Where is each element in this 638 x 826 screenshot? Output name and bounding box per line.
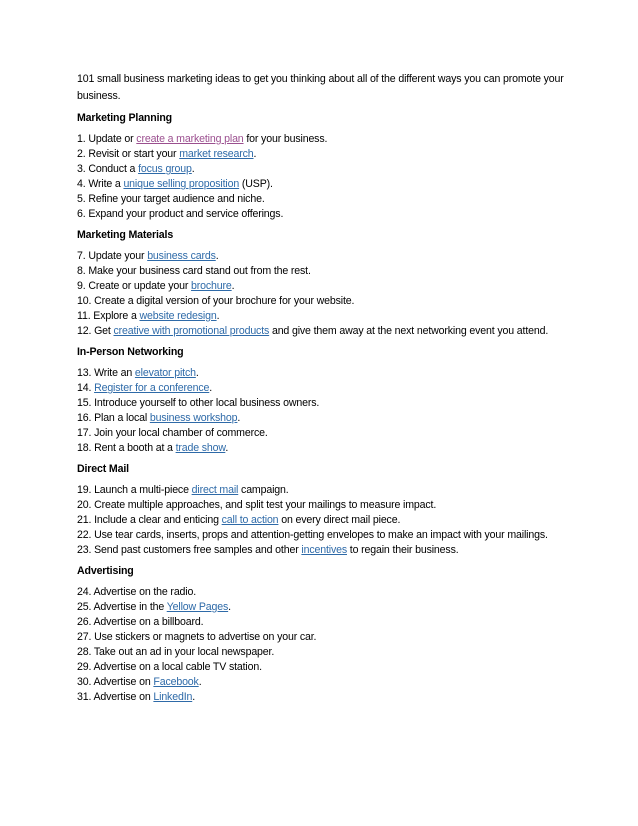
- idea-list: [77, 483, 587, 558]
- item-text: 23. Send past customers free samples and other: [77, 544, 302, 556]
- list-item: [77, 324, 587, 339]
- item-link[interactable]: website redesign: [139, 310, 217, 322]
- item-text-after-link: (USP).: [239, 178, 273, 190]
- item-text: 17. Join your local chamber of commerce.: [77, 427, 268, 439]
- item-link[interactable]: direct mail: [191, 484, 239, 496]
- item-link[interactable]: creative with promotional products: [113, 325, 270, 337]
- item-text: 25. Advertise in the: [77, 601, 167, 613]
- item-text: 11. Explore a: [77, 310, 140, 322]
- item-text-after-link: .: [253, 148, 257, 160]
- item-link[interactable]: Yellow Pages: [166, 601, 229, 613]
- item-text: 4. Write a: [77, 178, 124, 190]
- item-link[interactable]: brochure: [191, 280, 232, 292]
- item-link[interactable]: market research: [179, 148, 254, 160]
- item-text: 31. Advertise on: [77, 691, 154, 703]
- item-link[interactable]: Register for a conference: [94, 382, 210, 394]
- item-text: 13. Write an: [77, 367, 135, 379]
- list-item: [77, 483, 587, 498]
- item-text-after-link: .: [192, 691, 196, 703]
- item-text-after-link: to regain their business.: [346, 544, 459, 556]
- list-item: [77, 543, 587, 558]
- document-body: [77, 71, 587, 711]
- item-text-after-link: .: [216, 310, 220, 322]
- item-text: 16. Plan a local: [77, 412, 150, 424]
- item-text: 27. Use stickers or magnets to advertise on your car.: [77, 631, 317, 643]
- list-item: [77, 264, 587, 279]
- item-link[interactable]: elevator pitch: [134, 367, 196, 379]
- item-link[interactable]: LinkedIn: [153, 691, 193, 703]
- item-text-after-link: .: [198, 676, 202, 688]
- idea-list: [77, 366, 587, 456]
- item-link[interactable]: Facebook: [153, 676, 199, 688]
- list-item: [77, 675, 587, 690]
- list-item: [77, 396, 587, 411]
- section-heading: Direct Mail: [77, 463, 129, 475]
- list-item: [77, 294, 587, 309]
- idea-list: [77, 585, 587, 705]
- list-item: [77, 132, 587, 147]
- item-text-after-link: .: [215, 250, 219, 262]
- item-text-after-link: and give them away at the next networking event you attend.: [269, 325, 549, 337]
- list-item: [77, 411, 587, 426]
- intro-paragraph: 101 small business marketing ideas to get you thinking about all of the different ways you can promote your business.: [77, 73, 564, 102]
- list-item: [77, 177, 587, 192]
- item-text: 15. Introduce yourself to other local business owners.: [77, 397, 320, 409]
- list-item: [77, 309, 587, 324]
- item-text: 9. Create or update your: [77, 280, 192, 292]
- item-text-after-link: on every direct mail piece.: [278, 514, 401, 526]
- list-item: [77, 381, 587, 396]
- list-item: [77, 426, 587, 441]
- list-item: [77, 615, 587, 630]
- item-text-after-link: .: [195, 367, 199, 379]
- item-text: 20. Create multiple approaches, and split test your mailings to measure impact.: [77, 499, 437, 511]
- list-item: [77, 600, 587, 615]
- item-link[interactable]: create a marketing plan: [136, 133, 244, 145]
- item-text: 22. Use tear cards, inserts, props and attention-getting envelopes to make an impact with your mailings.: [77, 529, 548, 541]
- list-item: [77, 645, 587, 660]
- list-item: [77, 162, 587, 177]
- section-heading: Advertising: [77, 565, 134, 577]
- item-text: 21. Include a clear and enticing: [77, 514, 222, 526]
- item-link[interactable]: focus group: [138, 163, 192, 175]
- item-text: 7. Update your: [77, 250, 148, 262]
- item-link[interactable]: incentives: [301, 544, 347, 556]
- item-link[interactable]: business cards: [147, 250, 216, 262]
- item-link[interactable]: call to action: [221, 514, 279, 526]
- item-text: 28. Take out an ad in your local newspaper.: [77, 646, 275, 658]
- item-text-after-link: .: [228, 601, 231, 613]
- item-text-after-link: .: [191, 163, 195, 175]
- list-item: [77, 147, 587, 162]
- item-text: 10. Create a digital version of your brochure for your website.: [77, 295, 355, 307]
- section-heading: Marketing Planning: [77, 112, 173, 124]
- section-heading: In-Person Networking: [77, 346, 184, 358]
- item-text: 8. Make your business card stand out from the rest.: [77, 265, 311, 277]
- idea-list: [77, 249, 587, 339]
- list-item: [77, 249, 587, 264]
- item-text-after-link: .: [209, 382, 213, 394]
- item-text-after-link: campaign.: [238, 484, 289, 496]
- list-item: [77, 279, 587, 294]
- list-item: [77, 528, 587, 543]
- idea-list: [77, 132, 587, 222]
- item-link[interactable]: trade show: [175, 442, 226, 454]
- item-text: 2. Revisit or start your: [77, 148, 180, 160]
- list-item: [77, 498, 587, 513]
- item-text: 3. Conduct a: [77, 163, 139, 175]
- item-text: 1. Update or: [77, 133, 137, 145]
- item-link[interactable]: business workshop: [149, 412, 238, 424]
- list-item: [77, 192, 587, 207]
- item-text-after-link: for your business.: [243, 133, 328, 145]
- section-heading: Marketing Materials: [77, 229, 174, 241]
- item-text: 24. Advertise on the radio.: [77, 586, 197, 598]
- list-item: [77, 441, 587, 456]
- list-item: [77, 366, 587, 381]
- item-text: 6. Expand your product and service offerings.: [77, 208, 284, 220]
- list-item: [77, 630, 587, 645]
- item-text: 26. Advertise on a billboard.: [77, 616, 204, 628]
- item-text: 5. Refine your target audience and niche.: [77, 193, 265, 205]
- item-text-after-link: .: [237, 412, 241, 424]
- item-text: 29. Advertise on a local cable TV station.: [77, 661, 262, 673]
- list-item: [77, 690, 587, 705]
- list-item: [77, 660, 587, 675]
- item-text: 14.: [77, 382, 95, 394]
- item-text: 18. Rent a booth at a: [77, 442, 176, 454]
- item-text: 12. Get: [77, 325, 114, 337]
- item-text: 30. Advertise on: [77, 676, 154, 688]
- item-text-after-link: .: [225, 442, 229, 454]
- item-link[interactable]: unique selling proposition: [123, 178, 240, 190]
- item-text-after-link: .: [231, 280, 235, 292]
- list-item: [77, 513, 587, 528]
- list-item: [77, 207, 587, 222]
- item-text: 19. Launch a multi-piece: [77, 484, 192, 496]
- list-item: [77, 585, 587, 600]
